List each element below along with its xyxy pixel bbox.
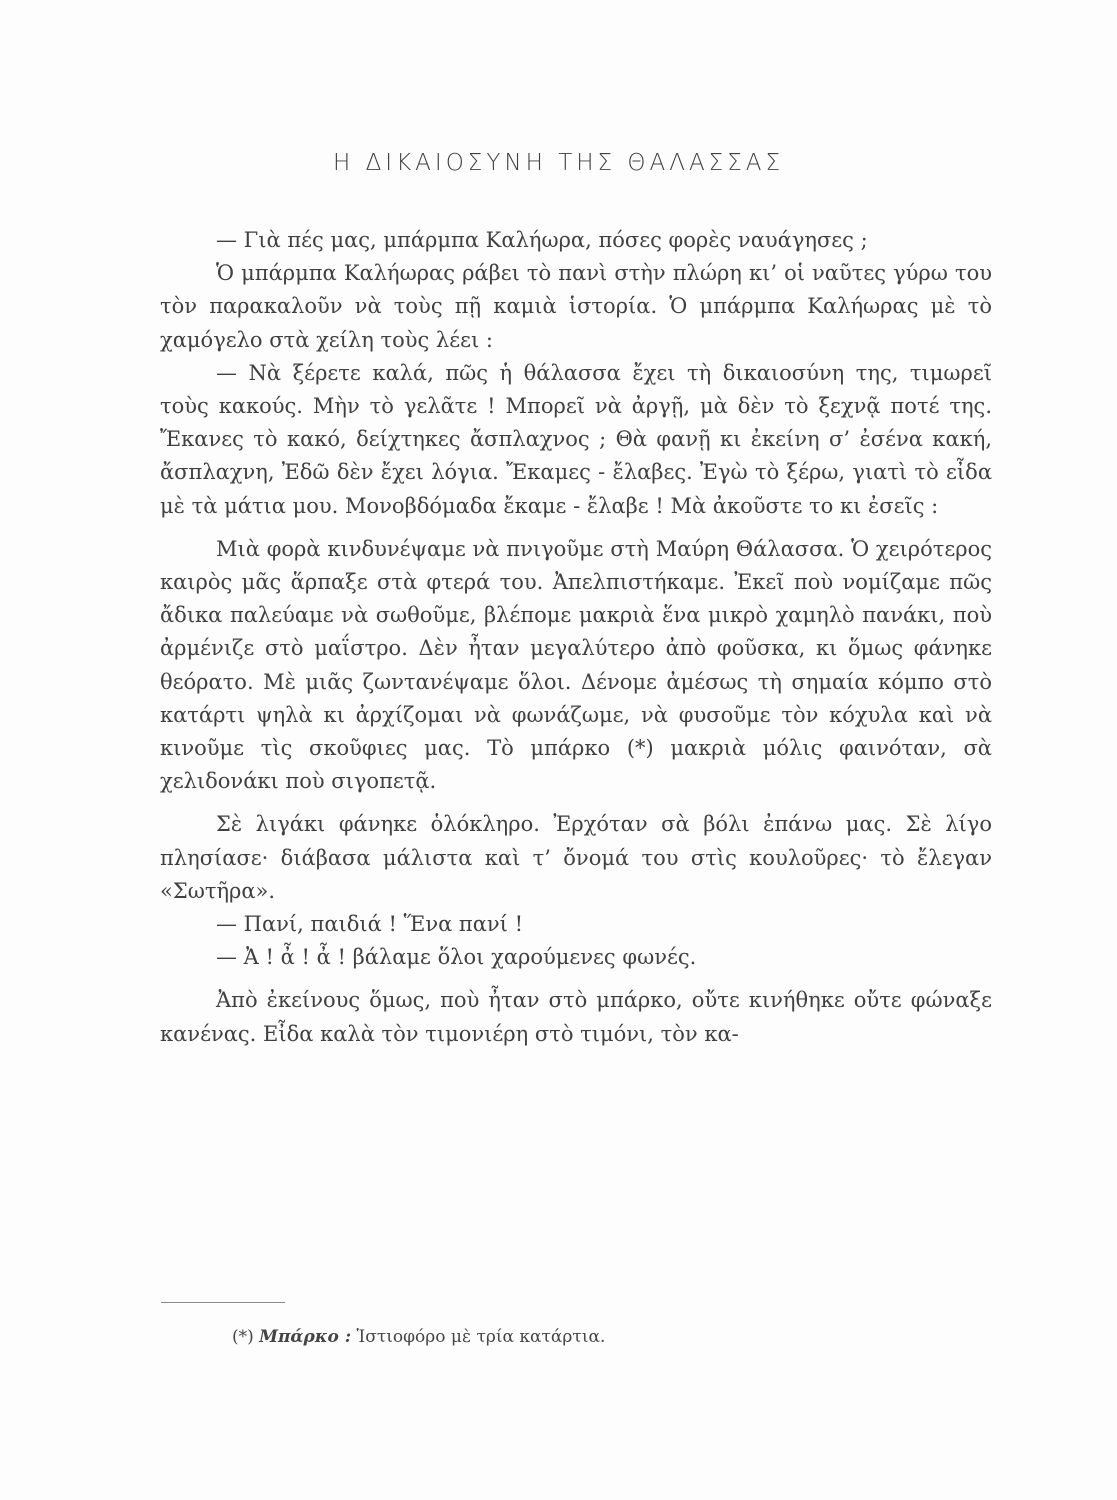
paragraph: Σὲ λιγάκι φάνηκε ὁλόκληρο. Ἐρχόταν σὰ βόλι ἐπάνω μας. Σὲ λίγο πλησίασε· διάβασα μάλιστα καὶ τ’ ὄνομά του στὶς κουλοῦρες· τὸ ἔλεγαν «Σωτῆρα». xyxy=(160,812,992,903)
footnote-divider xyxy=(161,1302,285,1303)
paragraph: — Νὰ ξέρετε καλά, πῶς ἡ θάλασσα ἔχει τὴ δικαιοσύνη της, τιμωρεῖ τοὺς κακούς. Μὴν τὸ γελᾶτε ! Μπορεῖ νὰ ἀργῇ, μὰ δὲν τὸ ξεχνᾷ ποτέ της. Ἔκανες τὸ κακό, δείχτηκες ἄσπλαχνος ; Θὰ φανῇ κι ἐκείνη σ’ ἐσένα κακή, ἄσπλαχνη, Ἐδῶ δὲν ἔχει λόγια. Ἔκαμες - ἔλαβες. Ἐγὼ τὸ ξέρω, γιατὶ τὸ εἶδα μὲ τὰ μάτια μου. Μονοβδόμαδα ἔκαμε - ἔλαβε ! Μὰ ἀκοῦστε το κι ἐσεῖς : xyxy=(160,360,992,518)
body-text xyxy=(160,224,992,1051)
paragraph: Μιὰ φορὰ κινδυνέψαμε νὰ πνιγοῦμε στὴ Μαύρη Θάλασσα. Ὁ χειρότερος καιρὸς μᾶς ἅρπαξε στὰ φτερά του. Ἀπελπιστήκαμε. Ἐκεῖ ποὺ νομίζαμε πῶς ἄδικα παλεύαμε νὰ σωθοῦμε, βλέπομε μακριὰ ἕνα μικρὸ χαμηλὸ πανάκι, ποὺ ἀρμένιζε στὸ μαΐστρο. Δὲν ἦταν μεγαλύτερο ἀπὸ φοῦσκα, κι ὅμως φάνηκε θεόρατο. Μὲ μιᾶς ζωντανέψαμε ὅλοι. Δένομε ἀμέσως τὴ σημαία κόμπο στὸ κατάρτι ψηλὰ κι ἀρχίζομαι νὰ φωνάζωμε, νὰ φυσοῦμε τὸν κόχυλα καὶ νὰ κινοῦμε τὶς σκοῦφιες μας. Τὸ μπάρκο (*) μακριὰ μόλις φαινόταν, σὰ χελιδονάκι ποὺ σιγοπετᾷ. xyxy=(160,536,992,794)
footnote-marker: (*) xyxy=(232,1327,254,1347)
paragraph: Ἀπὸ ἐκείνους ὅμως, ποὺ ἦταν στὸ μπάρκο, οὔτε κινήθηκε οὔτε φώναξε κανένας. Εἶδα καλὰ τὸν τιμονιέρη στὸ τιμόνι, τὸν κα- xyxy=(160,988,992,1046)
paragraph: — Ἀ ! ἆ ! ἆ ! βάλαμε ὅλοι χαρούμενες φωνές. xyxy=(216,945,697,970)
paragraph: Ὁ μπάρμπα Καλήωρας ράβει τὸ πανὶ στὴν πλώρη κι’ οἱ ναῦτες γύρω του τὸν παρακαλοῦν νὰ τοὺς πῇ καμιὰ ἱστορία. Ὁ μπάρμπα Καλήωρας μὲ τὸ χαμόγελο στὰ χείλη τοὺς λέει : xyxy=(160,261,992,352)
paragraph: — Πανί, παιδιά ! Ἕνα πανί ! xyxy=(216,912,524,937)
footnote-term: Μπάρκο : xyxy=(259,1327,352,1347)
footnote xyxy=(232,1327,605,1347)
chapter-title: Η ΔΙΚΑΙΟΣΥΝΗ ΤΗΣ ΘΑΛΑΣΣΑΣ xyxy=(332,150,785,176)
footnote-text: Ἱστιοφόρο μὲ τρία κατάρτια. xyxy=(356,1327,606,1347)
paragraph: — Γιὰ πές μας, μπάρμπα Καλήωρα, πόσες φορὲς ναυάγησες ; xyxy=(216,228,868,252)
